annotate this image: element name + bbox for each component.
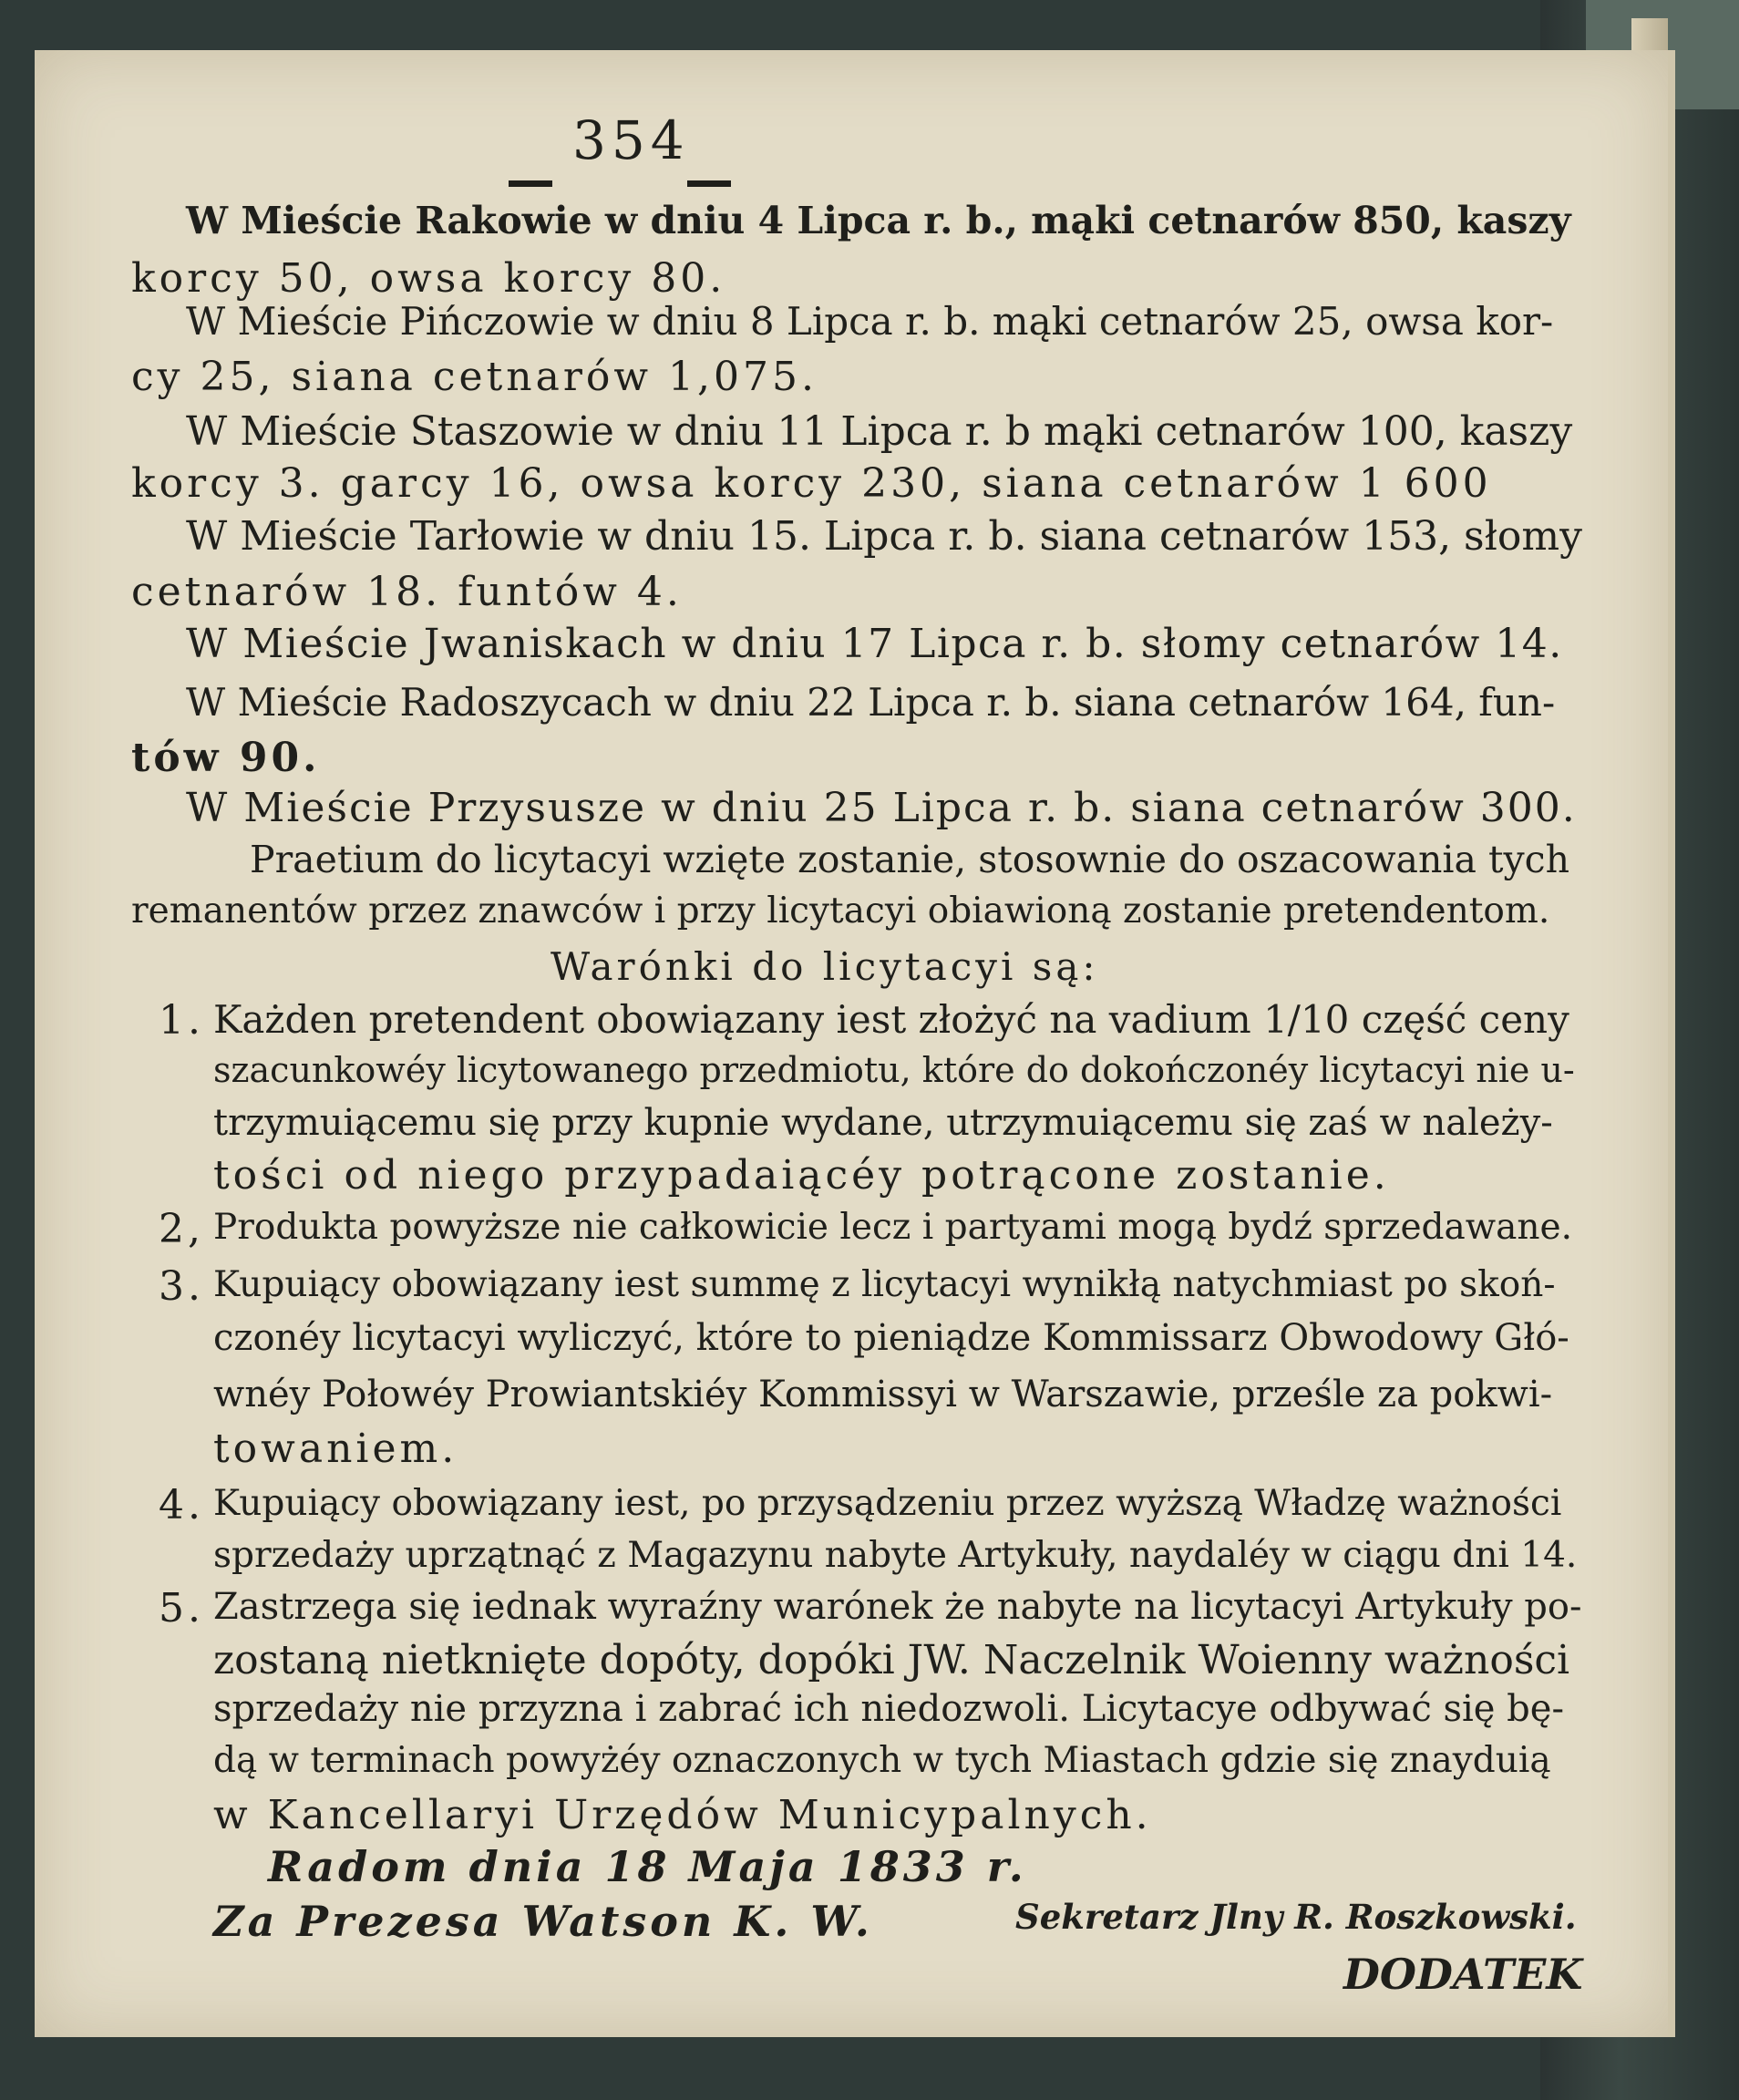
condition-4-line-1: Kupuiący obowiązany iest, po przysądzeniu przez wyższą Władzę ważności (213, 1483, 1562, 1524)
president-signature: Za Prezesa Watson K. W. (213, 1897, 873, 1946)
text-line-5: W Mieście Staszowie w dniu 11 Lipca r. b mąki cetnarów 100, kaszy (186, 408, 1573, 455)
condition-1-line-2: szacunkowéy licytowanego przedmiotu, które do dokończonéy licytacyi nie u- (213, 1050, 1575, 1090)
condition-5-line-1: Zastrzega się iednak wyraźny warónek że nabyte na licytacyi Artykuły po- (213, 1586, 1582, 1628)
conditions-heading: Warónki do licytacyi są: (551, 944, 1099, 989)
condition-5-line-5: w Kancellaryi Urzędów Municypalnych. (213, 1792, 1152, 1838)
condition-3-line-4: towaniem. (213, 1426, 458, 1472)
text-line-2: korcy 50, owsa korcy 80. (131, 255, 726, 302)
text-line-3: W Mieście Pińczowie w dniu 8 Lipca r. b. mąki cetnarów 25, owsa kor- (186, 299, 1554, 344)
place-date: Radom dnia 18 Maja 1833 r. (268, 1842, 1027, 1891)
condition-number-2: 2, (159, 1206, 204, 1252)
text-line-14: remanentów przez znawców i przy licytacyi obiawioną zostanie pretendentom. (131, 890, 1550, 932)
catchword: DODATEK (1343, 1950, 1583, 1999)
text-line-10: W Mieście Radoszycach w dniu 22 Lipca r. b. siana cetnarów 164, fun- (186, 680, 1556, 725)
text-line-12: W Mieście Przysusze w dniu 25 Lipca r. b. siana cetnarów 300. (186, 785, 1577, 831)
condition-3-line-1: Kupuiący obowiązany iest summę z licytacyi wynikłą natychmiast po skoń- (213, 1264, 1556, 1305)
condition-1-line-3: trzymuiącemu się przy kupnie wydane, utrzymuiącemu się zaś w należy- (213, 1102, 1553, 1144)
secretary-signature: Sekretarz Jlny R. Roszkowski. (1015, 1897, 1577, 1937)
text-line-6: korcy 3. garcy 16, owsa korcy 230, siana cetnarów 1 600 (131, 460, 1492, 507)
condition-5-line-4: dą w terminach powyżéy oznaczonych w tych Miastach gdzie się znayduią (213, 1740, 1551, 1781)
condition-5-line-2: zostaną nietknięte dopóty, dopóki JW. Naczelnik Woienny ważności (213, 1637, 1570, 1683)
condition-number-5: 5. (159, 1585, 204, 1632)
condition-1-line-4: tości od niego przypadaiącéy potrącone zostanie. (213, 1152, 1390, 1199)
text-line-4: cy 25, siana cetnarów 1,075. (131, 354, 818, 400)
text-line-13: Praetium do licytacyi wzięte zostanie, stosownie do oszacowania tych (250, 838, 1569, 881)
text-line-11: tów 90. (131, 735, 321, 781)
text-line-7: W Mieście Tarłowie w dniu 15. Lipca r. b. siana cetnarów 153, słomy (186, 513, 1582, 560)
condition-number-3: 3. (159, 1263, 204, 1310)
condition-number-1: 1. (159, 997, 204, 1044)
condition-number-4: 4. (159, 1482, 204, 1529)
page-number: 354 (572, 109, 690, 171)
text-line-9: W Mieście Jwaniskach w dniu 17 Lipca r. b. słomy cetnarów 14. (186, 621, 1563, 667)
book-page (35, 50, 1675, 2037)
condition-1-line-1: Każden pretendent obowiązany iest złożyć na vadium 1/10 część ceny (213, 997, 1569, 1042)
condition-4-line-2: sprzedaży uprzątnąć z Magazynu nabyte Artykuły, naydaléy w ciągu dni 14. (213, 1535, 1578, 1576)
text-line-1: W Mieście Rakowie w dniu 4 Lipca r. b., mąki cetnarów 850, kaszy (186, 199, 1571, 242)
header-dash-right (687, 180, 731, 187)
condition-2-line-1: Produkta powyższe nie całkowicie lecz i partyami mogą bydź sprzedawane. (213, 1207, 1572, 1248)
condition-3-line-2: czonéy licytacyi wyliczyć, które to pieniądze Kommissarz Obwodowy Głó- (213, 1317, 1569, 1359)
header-dash-left (509, 180, 552, 187)
condition-5-line-3: sprzedaży nie przyzna i zabrać ich niedozwoli. Licytacye odbywać się bę- (213, 1688, 1564, 1730)
condition-3-line-3: wnéy Połowéy Prowiantskiéy Kommissyi w Warszawie, prześle za pokwi- (213, 1374, 1553, 1415)
text-line-8: cetnarów 18. funtów 4. (131, 569, 683, 615)
